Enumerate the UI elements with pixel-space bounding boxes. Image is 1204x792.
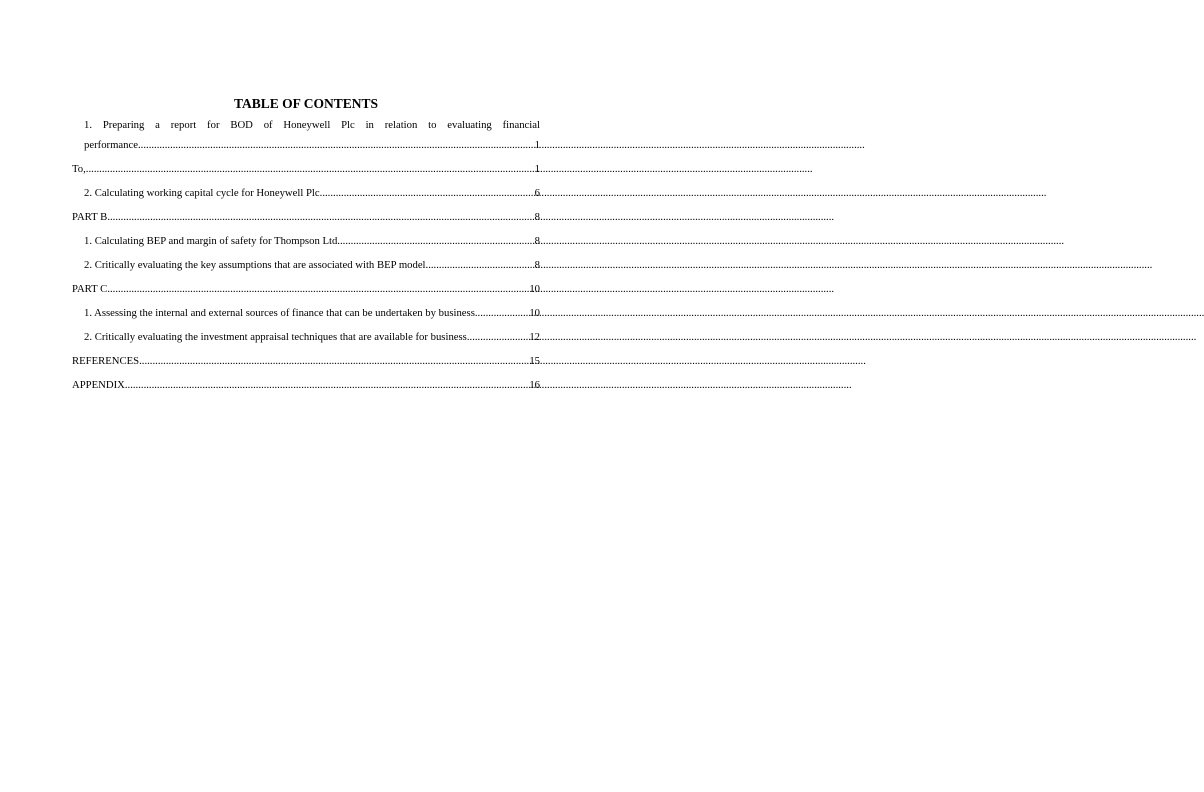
toc-word: for xyxy=(207,119,220,131)
toc-entry-line xyxy=(84,229,540,253)
toc-entry-text: PART C xyxy=(72,283,108,295)
toc-page-number: 15 xyxy=(529,355,540,367)
dot-leader xyxy=(107,205,534,229)
toc-page-number: 8 xyxy=(534,211,540,223)
toc-page-number: 12 xyxy=(529,331,540,343)
toc-entry-text: 1. Assessing the internal and external sources of finance that can be undertaken by business. xyxy=(84,307,478,319)
toc-entry-first-line xyxy=(84,113,540,133)
toc-entry-line xyxy=(84,325,540,349)
toc-word: Honeywell xyxy=(283,119,331,131)
toc-word: to xyxy=(428,119,437,131)
toc-entry-working-capital[interactable] xyxy=(72,181,540,205)
dot-leader xyxy=(337,229,534,253)
toc-entry-line xyxy=(72,205,540,229)
toc-entry-bep-margin[interactable] xyxy=(72,229,540,253)
toc-page-number: 16 xyxy=(529,379,540,391)
toc-word: Plc xyxy=(341,119,355,131)
toc-page-number: 8 xyxy=(534,259,540,271)
toc-entry-text: 2. Critically evaluating the key assumptions that are associated with BEP model xyxy=(84,259,426,271)
toc-entry-investment-appraisal[interactable] xyxy=(72,325,540,349)
toc-word: Preparing xyxy=(102,119,145,131)
toc-entry-references[interactable] xyxy=(72,349,540,373)
toc-word: a xyxy=(155,119,160,131)
dot-leader xyxy=(320,181,535,205)
dot-leader xyxy=(86,157,535,181)
toc-entry-line xyxy=(72,373,540,397)
toc-word: 1. xyxy=(84,119,93,131)
toc-entry-line xyxy=(84,133,540,157)
toc-word: financial xyxy=(502,119,540,131)
toc-title: TABLE OF CONTENTS xyxy=(233,96,379,111)
toc-entry-part-c[interactable] xyxy=(72,277,540,301)
toc-entry-line xyxy=(72,157,540,181)
toc-entry-bep-assumptions[interactable] xyxy=(72,253,540,277)
dot-leader xyxy=(138,133,535,157)
toc-entry-text: REFERENCES xyxy=(72,355,140,367)
toc-word: of xyxy=(263,119,273,131)
toc-entry-sources-finance[interactable] xyxy=(72,301,540,325)
dot-leader xyxy=(478,301,530,325)
toc-page-number: 8 xyxy=(534,235,540,247)
toc-entry-part-b[interactable] xyxy=(72,205,540,229)
toc-entry-text: APPENDIX xyxy=(72,379,125,391)
toc-entry-appendix[interactable] xyxy=(72,373,540,397)
toc-page-number: 1 xyxy=(534,163,540,175)
toc-word: BOD xyxy=(230,119,253,131)
dot-leader xyxy=(125,373,529,397)
toc-entry-text: 2. Critically evaluating the investment appraisal techniques that are available for business. xyxy=(84,331,470,343)
toc-entry-text: performance xyxy=(84,139,138,151)
dot-leader xyxy=(139,349,529,373)
toc-entry-to[interactable] xyxy=(72,157,540,181)
toc-page-number: 1 xyxy=(534,139,540,151)
toc-page-number: 10 xyxy=(529,307,540,319)
toc-entry-line xyxy=(72,277,540,301)
toc-entry-text: PART B xyxy=(72,211,108,223)
dot-leader xyxy=(426,253,535,277)
toc-word: relation xyxy=(384,119,418,131)
toc-entry-line xyxy=(84,253,540,277)
toc-entry-line xyxy=(84,181,540,205)
toc-word: evaluating xyxy=(447,119,492,131)
table-of-contents xyxy=(72,113,540,397)
toc-entry-report-bod[interactable] xyxy=(72,113,540,157)
dot-leader xyxy=(107,277,529,301)
toc-entry-line xyxy=(72,349,540,373)
toc-entry-text: To, xyxy=(72,163,86,175)
toc-word: in xyxy=(365,119,374,131)
toc-entry-text: 2. Calculating working capital cycle for Honeywell Plc xyxy=(84,187,320,199)
toc-page-number: 10 xyxy=(529,283,540,295)
toc-page-number: 6 xyxy=(534,187,540,199)
toc-entry-text: 1. Calculating BEP and margin of safety for Thompson Ltd xyxy=(84,235,338,247)
toc-word: report xyxy=(170,119,197,131)
toc-entry-line xyxy=(84,301,540,325)
dot-leader xyxy=(470,325,530,349)
